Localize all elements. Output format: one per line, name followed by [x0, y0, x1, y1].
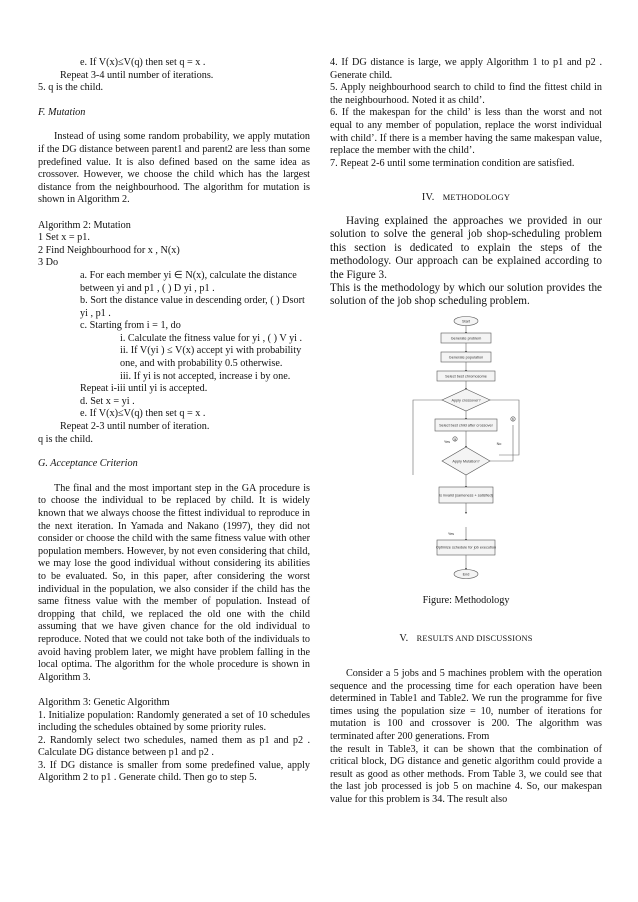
- alg2-step-b: b. Sort the distance value in descending order, ( ) Dsort yi , p1 .: [80, 295, 305, 319]
- alg2-step-3: 3 Do: [38, 257, 59, 269]
- flow-select-child-label: Select best child after crossover: [439, 423, 493, 428]
- methodology-flowchart: [391, 315, 541, 587]
- flow-generate-problem-label: Generate problem: [450, 336, 482, 341]
- alg2-step-e: e. If V(x)≤V(q) then set q = x .: [80, 408, 206, 420]
- alg2-step-c-ii: ii. If V(yi ) ≤ V(x) accept yi with probability one, and with probability 0.5 otherwise.: [120, 345, 302, 370]
- alg2-repeat-outer: Repeat 2-3 until number of iteration.: [60, 421, 210, 433]
- section-v-heading: [330, 633, 602, 646]
- section-iv-title: METHODOLOGY: [442, 193, 511, 203]
- flow-mutation-label: Apply Mutation?: [452, 459, 480, 464]
- flow-end-label: End: [462, 572, 470, 577]
- alg2-step-d: d. Set x = yi .: [80, 395, 135, 407]
- methodology-paragraph-1: Having explained the approaches we provided in our solution to solve the general job shop-scheduling problem this section is dedicated to explain the steps of the methodology. Our approach can be explained according to the Figure 3.: [330, 214, 602, 281]
- alg3-step-7: 7. Repeat 2-6 until some termination condition are satisfied.: [330, 157, 575, 169]
- figure-caption: Figure: Methodology: [422, 594, 510, 606]
- alg3-step-4: 4. If DG distance is large, we apply Algorithm 1 to p1 and p2 . Generate child.: [330, 57, 602, 81]
- section-iv-heading: [330, 192, 602, 205]
- alg2-step-2: 2 Find Neighbourhood for x , N(x): [38, 244, 180, 256]
- flow-invalid-label: Is invalid (sameness + satisfied): [439, 493, 493, 498]
- alg1-repeat: Repeat 3-4 until number of iterations.: [60, 69, 214, 81]
- alg1-step-e: e. If V(x)≤V(q) then set q = x .: [80, 57, 206, 68]
- section-v-title: RESULTS AND DISCUSSIONS: [416, 634, 533, 644]
- alg3-step-3: 3. If DG distance is smaller from some predefined value, apply Algorithm 2 to p1 . Generate child. Then go to step 5.: [38, 759, 310, 784]
- alg2-step-c: c. Starting from i = 1, do: [80, 320, 181, 332]
- alg3-step-6: 6. If the makespan for the child’ is less than the worst and not equal to any member of population, replace the worst individual with child’. If there is a member having the same makespan value, replace the member with the child’.: [330, 107, 602, 157]
- methodology-paragraph-2: This is the methodology by which our solution provides the solution of the job shop scheduling problem.: [330, 281, 602, 308]
- flow-start-label: Start: [461, 319, 471, 324]
- section-iv-number: IV.: [421, 192, 435, 204]
- flow-connector-a-label: a: [453, 437, 457, 442]
- right-column: [330, 57, 602, 807]
- alg3-step-1: 1. Initialize population: Randomly generated a set of 10 schedules including the schedules obtained by some priority rules.: [38, 709, 310, 734]
- results-paragraph-2: the result in Table3, it can be shown that the combination of critical block, DG distance and genetic algorithm could provide a result as good as other methods. From Table 3, we could see that the last job processed is job 5 on machine 4. So, our makespan value for this problem is 34. The result also: [330, 743, 602, 805]
- alg2-step-a: a. For each member yi ∈ N(x), calculate the distance between yi and p1 , ( ) D yi , p1 .: [80, 269, 297, 294]
- alg3-step-2: 2. Randomly select two schedules, named them as p1 and p2 . Calculate DG distance between p1 and p2 .: [38, 734, 310, 759]
- alg2-title: Algorithm 2: Mutation: [38, 219, 131, 231]
- flow-generate-population-label: Generate population: [448, 355, 484, 360]
- section-v-number: V.: [399, 633, 409, 645]
- alg2-step-1: 1 Set x = p1.: [38, 232, 90, 244]
- alg3-step-5: 5. Apply neighbourhood search to child to find the fittest child in the neighbourhood. Noted it as child’.: [330, 82, 602, 106]
- alg2-step-c-iii: iii. If yi is not accepted, increase i by one.: [120, 370, 291, 382]
- mutation-paragraph: Instead of using some random probability, we apply mutation if the DG distance between parent1 and parent2 are less than some predefined value. It is also defined based on the same idea as crossover. However, we choose the child which has the largest distance from the neighbourhood. The algorithm for mutation is shown in Algorithm 2.: [38, 131, 310, 206]
- acceptance-paragraph: The final and the most important step in the GA procedure is to choose the individual to be replaced by child. It is widely known that we always choose the fittest individual to reproduce in the next iteration. In Yamada and Nakano (1997), they did not consider or choose the child with the same fitness value with other population members. However, by not even considering that child, we may lose the good individual without considering its abilities to be evaluated. So, in this paper, after considering the worst individual in the population, we also consider if the child has the same fitness value with the member of population. Instead of dropping that child, we replaced the old one with the child assuming that we have given chance for the old individual to reproduce. Noted that we could not take both of the individuals to avoid having problem later, we might have problem falling in the local optima. The algorithm for the whole procedure is shown in Algorithm 3.: [38, 482, 310, 683]
- flow-connector-b-label: b: [511, 417, 515, 422]
- flow-yes-label-1: Yes: [443, 439, 451, 444]
- flow-optimize-label: Optimize schedule for job execution: [435, 545, 497, 550]
- alg3-title: Algorithm 3: Genetic Algorithm: [38, 696, 170, 708]
- section-f-heading: F. Mutation: [38, 106, 86, 118]
- left-column: [38, 57, 310, 785]
- flow-yes-label-2: Yes: [447, 531, 455, 536]
- alg2-step-c-i: i. Calculate the fitness value for yi , ( ) V yi .: [120, 332, 303, 344]
- results-paragraph-1: Consider a 5 jobs and 5 machines problem with the operation sequence and the processing time for each operation have been determined in Table1 and Table2. We run the programme for five times using the population size = 10, number of iterations for mutation is 100 and crossover is 200. The algorithm was terminated after 200 generations. From: [330, 667, 602, 742]
- flow-select-best-label: Select best chromosome: [445, 374, 487, 379]
- alg2-end: q is the child.: [38, 433, 93, 445]
- alg1-end: 5. q is the child.: [38, 82, 104, 94]
- flow-crossover-label: Apply crossover?: [451, 398, 481, 403]
- alg2-repeat-inner: Repeat i-iii until yi is accepted.: [80, 383, 208, 395]
- flow-no-label-1: No: [496, 441, 502, 446]
- section-g-heading: G. Acceptance Criterion: [38, 458, 138, 470]
